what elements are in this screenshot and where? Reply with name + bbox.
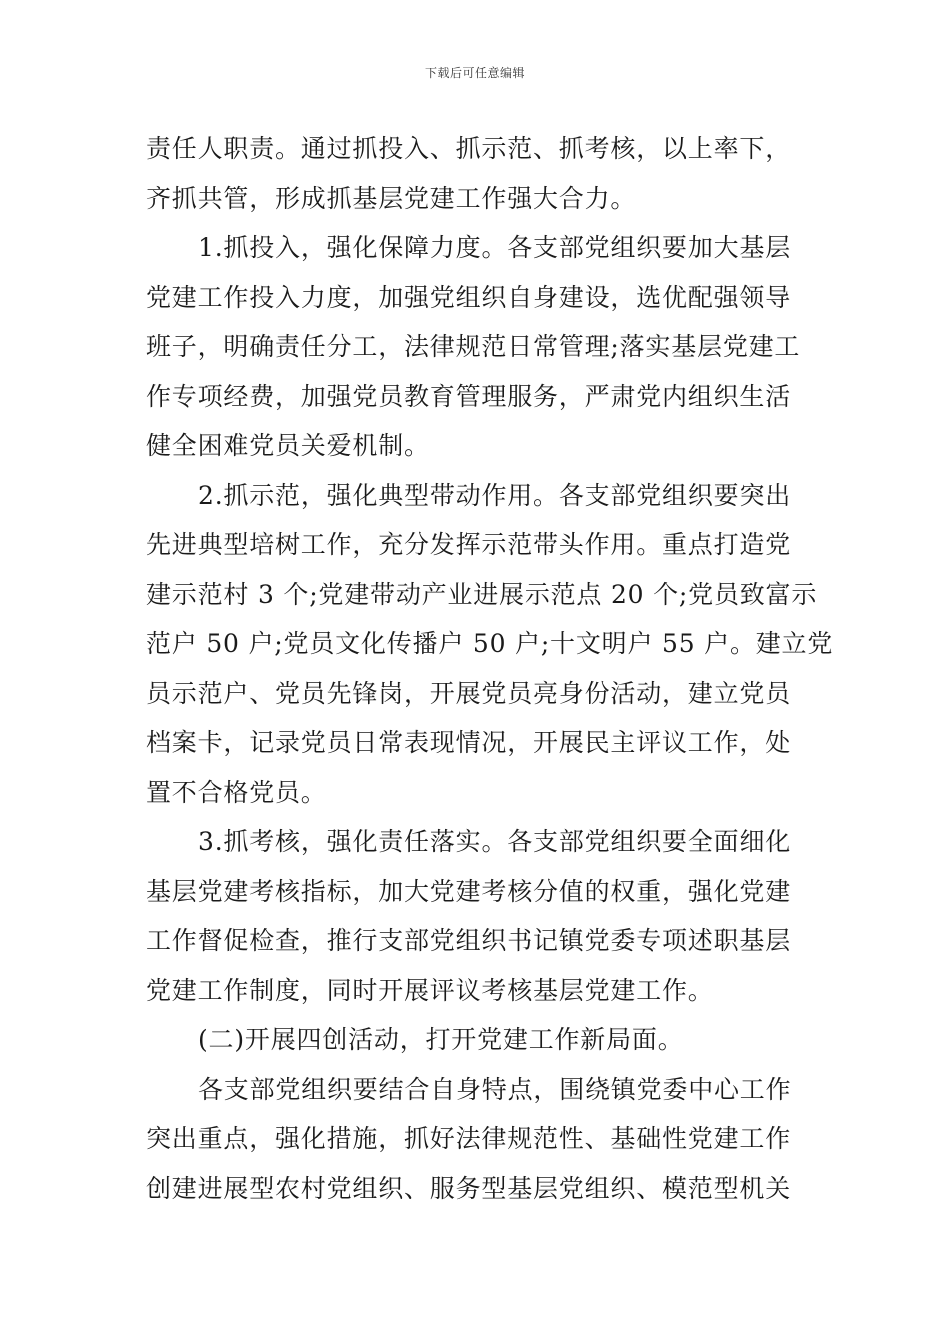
paragraph-start-line: 1.抓投入，强化保障力度。各支部党组织要加大基层 bbox=[198, 233, 792, 262]
text-line: 责任人职责。通过抓投入、抓示范、抓考核，以上率下， bbox=[146, 134, 792, 163]
text-line: 创建进展型农村党组织、服务型基层党组织、模范型机关 bbox=[146, 1173, 792, 1203]
text-line: 工作督促检查，推行支部党组织书记镇党委专项述职基层 bbox=[146, 926, 792, 955]
section-heading: (二)开展四创活动，打开党建工作新局面。 bbox=[198, 1025, 684, 1054]
text-line: 齐抓共管，形成抓基层党建工作强大合力。 bbox=[146, 183, 637, 213]
text-line: 党建工作投入力度，加强党组织自身建设，选优配强领导 bbox=[146, 282, 792, 312]
text-line: 建示范村 3 个;党建带动产业进展示范点 20 个;党员致富示 bbox=[146, 579, 818, 609]
text-line: 突出重点，强化措施，抓好法律规范性、基础性党建工作 bbox=[146, 1124, 792, 1153]
document-body bbox=[146, 124, 834, 1213]
paragraph-start-line: 3.抓考核，强化责任落实。各支部党组织要全面细化 bbox=[198, 827, 792, 856]
paragraph-start-line: 各支部党组织要结合自身特点，围绕镇党委中心工作 bbox=[198, 1074, 792, 1104]
text-line: 范户 50 户;党员文化传播户 50 户;十文明户 55 户。建立党 bbox=[146, 629, 834, 658]
text-line: 党建工作制度，同时开展评议考核基层党建工作。 bbox=[146, 975, 714, 1005]
paragraph-start-line: 2.抓示范，强化典型带动作用。各支部党组织要突出 bbox=[198, 480, 792, 510]
text-line: 班子，明确责任分工，法律规范日常管理;落实基层党建工 bbox=[146, 332, 801, 361]
text-line: 置不合格党员。 bbox=[146, 777, 327, 807]
text-line: 健全困难党员关爱机制。 bbox=[146, 431, 430, 460]
text-line: 员示范户、党员先锋岗，开展党员亮身份活动，建立党员 bbox=[146, 678, 792, 708]
page-header: 下载后可任意编辑 bbox=[424, 66, 525, 80]
text-line: 基层党建考核指标，加大党建考核分值的权重，强化党建 bbox=[146, 876, 792, 906]
text-line: 档案卡，记录党员日常表现情况，开展民主评议工作，处 bbox=[146, 728, 792, 757]
text-line: 先进典型培树工作，充分发挥示范带头作用。重点打造党 bbox=[146, 530, 792, 559]
text-line: 作专项经费，加强党员教育管理服务，严肃党内组织生活 bbox=[146, 381, 792, 411]
